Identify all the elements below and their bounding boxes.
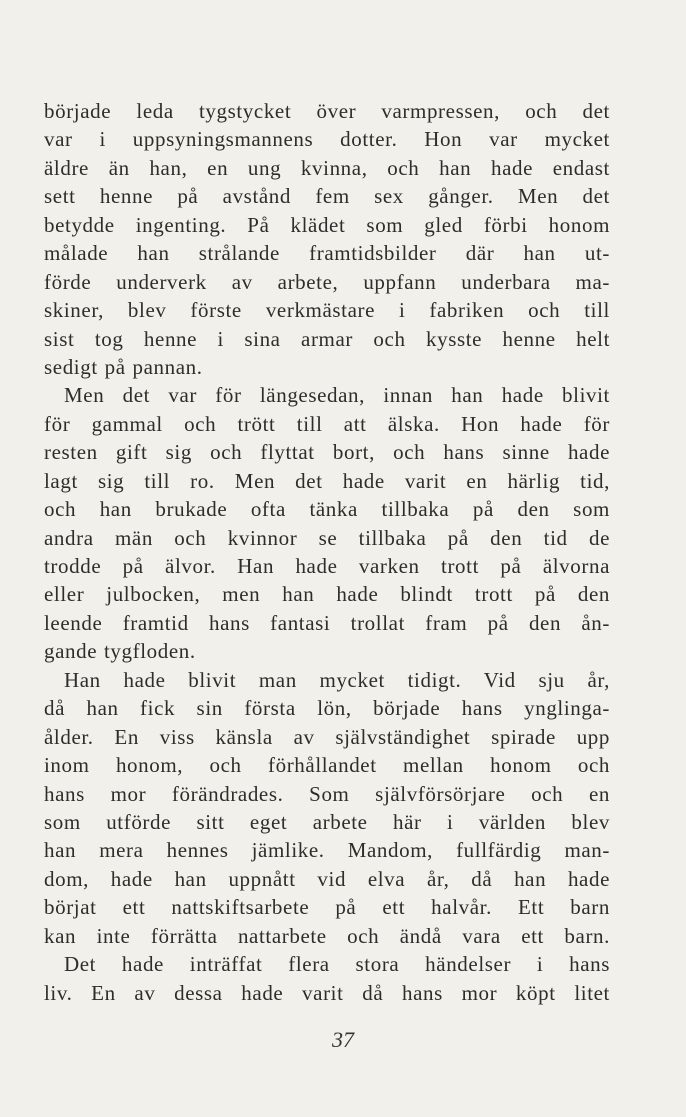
text-line: liv. En av dessa hade varit då hans mor köpt litet (44, 980, 610, 1005)
text-line: betydde ingenting. På klädet som gled förbi honom (44, 212, 610, 237)
text-line: förde underverk av arbete, uppfann underbara ma- (44, 269, 610, 294)
page-number: 37 (332, 1027, 354, 1052)
text-line: eller julbocken, men han hade blindt trott på den (44, 582, 610, 607)
text-line: trodde på älvor. Han hade varken trott på älvorna (44, 554, 610, 578)
text-line: resten gift sig och flyttat bort, och hans sinne hade (44, 440, 610, 465)
text-line: gande tygfloden. (44, 639, 196, 664)
text-line: han mera hennes jämlike. Mandom, fullfärdig man- (44, 838, 610, 863)
text-line: leende framtid hans fantasi trollat fram på den ån- (44, 610, 610, 635)
text-line: ålder. En viss känsla av självständighet spirade upp (44, 724, 610, 749)
text-line: sist tog henne i sina armar och kysste henne helt (44, 326, 610, 351)
text-line: Det hade inträffat flera stora händelser i hans (64, 952, 610, 977)
text-line: Men det var för längesedan, innan han hade blivit (64, 383, 610, 408)
text-line: målade han strålande framtidsbilder där han ut- (44, 241, 610, 266)
text-line: dom, hade han uppnått vid elva år, då han hade (44, 866, 610, 891)
text-line: skiner, blev förste verkmästare i fabriken och till (44, 298, 610, 323)
text-line: andra män och kvinnor se tillbaka på den tid de (44, 525, 610, 550)
text-line: kan inte förrätta nattarbete och ändå vara ett barn. (44, 923, 610, 948)
body-text (44, 97, 610, 1007)
text-line: Han hade blivit man mycket tidigt. Vid sju år, (64, 667, 610, 692)
text-line: som utförde sitt eget arbete här i världen blev (44, 809, 610, 834)
text-line: börjat ett nattskiftsarbete på ett halvår. Ett barn (44, 895, 610, 920)
text-line: inom honom, och förhållandet mellan honom och (44, 753, 610, 778)
text-line: lagt sig till ro. Men det hade varit en härlig tid, (44, 468, 610, 493)
text-line: hans mor förändrades. Som självförsörjare och en (44, 781, 610, 806)
text-line: sett henne på avstånd fem sex gånger. Men det (44, 184, 610, 209)
text-line: för gammal och trött till att älska. Hon hade för (44, 411, 610, 436)
text-line: började leda tygstycket över varmpressen, och det (44, 99, 610, 123)
text-line: och han brukade ofta tänka tillbaka på den som (44, 497, 610, 522)
text-line: var i uppsyningsmannens dotter. Hon var mycket (44, 127, 610, 152)
text-line: äldre än han, en ung kvinna, och han hade endast (44, 155, 610, 180)
text-line: sedigt på pannan. (44, 354, 203, 379)
text-line: då han fick sin första lön, började hans ynglinga- (44, 696, 610, 721)
